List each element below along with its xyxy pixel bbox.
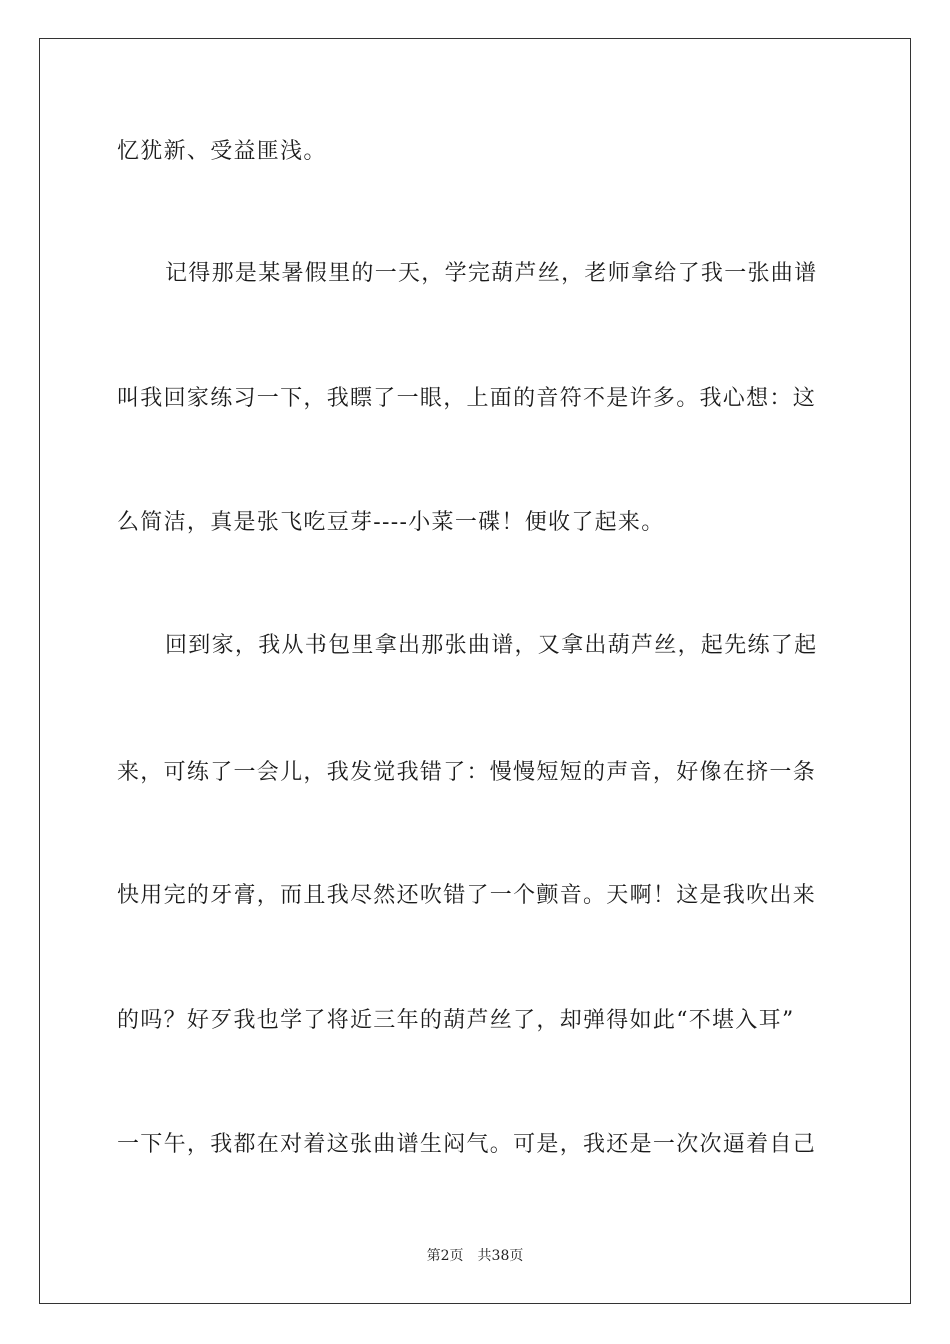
page-number: 第2页 — [426, 1248, 464, 1264]
text-line-9: 一下午，我都在对着这张曲谱生闷气。可是，我还是一次次逼着自己 — [117, 1132, 817, 1157]
text-line-4: 么简洁，真是张飞吃豆芽----小菜一碟！便收了起来。 — [117, 510, 665, 535]
text-line-8: 的吗？好歹我也学了将近三年的葫芦丝了，却弹得如此“不堪入耳” — [117, 1008, 795, 1033]
text-line-1: 忆犹新、受益匪浅。 — [117, 139, 327, 164]
page-footer — [0, 1247, 950, 1265]
text-line-6: 来，可练了一会儿，我发觉我错了：慢慢短短的声音，好像在挤一条 — [117, 760, 817, 785]
text-line-5: 回到家，我从书包里拿出那张曲谱，又拿出葫芦丝，起先练了起 — [165, 633, 818, 658]
text-line-3: 叫我回家练习一下，我瞟了一眼，上面的音符不是许多。我心想：这 — [117, 386, 817, 411]
text-line-2: 记得那是某暑假里的一天，学完葫芦丝，老师拿给了我一张曲谱 — [165, 261, 818, 286]
text-line-7: 快用完的牙膏，而且我尽然还吹错了一个颤音。天啊！这是我吹出来 — [117, 883, 817, 908]
page-border — [39, 38, 911, 1304]
page-total: 共38页 — [477, 1248, 524, 1264]
